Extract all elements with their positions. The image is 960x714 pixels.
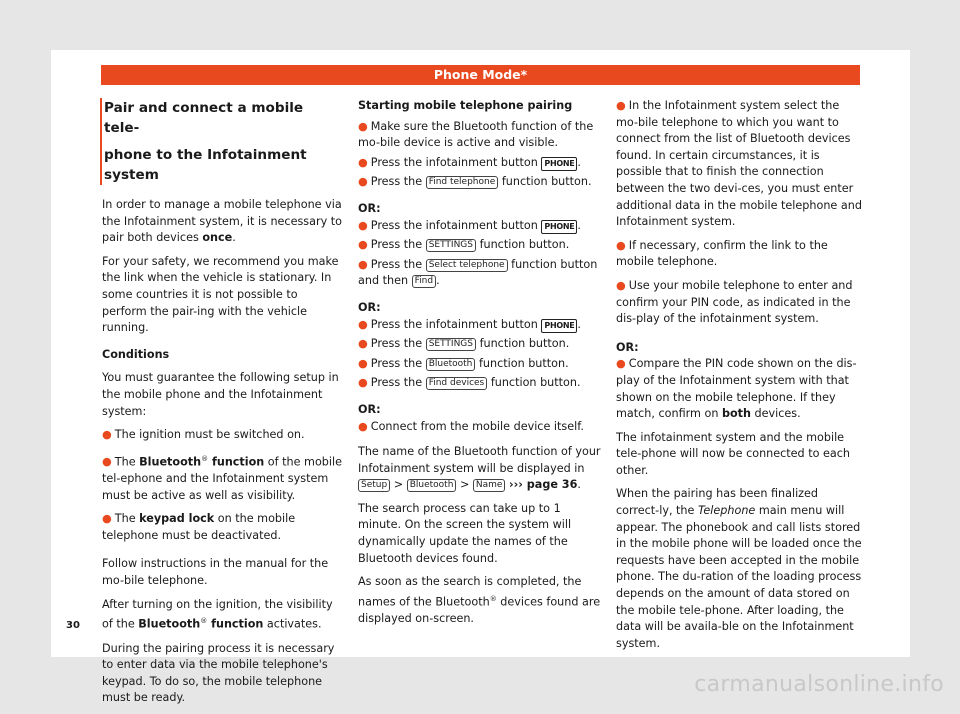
step-find-devices: ● Press the Find devices function button. bbox=[358, 376, 581, 390]
title-line-1: Pair and connect a mobile tele- bbox=[104, 100, 304, 136]
bullet-icon: ● bbox=[358, 356, 368, 370]
step-press-phone-1: ● Press the infotainment button PHONE . bbox=[358, 155, 581, 169]
bullet-icon: ● bbox=[358, 218, 368, 232]
bullet-icon: ● bbox=[358, 419, 368, 433]
or-label-4: OR: bbox=[616, 340, 639, 354]
bullet-icon: ● bbox=[358, 337, 368, 351]
column-2 bbox=[358, 98, 603, 635]
bullet-icon: ● bbox=[358, 257, 368, 271]
finalized-paragraph: When the pairing has been finalized correct-ly, the Telephone main menu will appear. The phonebook and call lists stored in the mobile phone will be loaded once the requests have been accepted in the mobile phone. The du-ration of the loading process depends on the amount of data stored on the mobile tele-phone. After loading, the data will be availa-ble on the Infotainment system. bbox=[616, 487, 862, 650]
phone-key: PHONE bbox=[541, 319, 577, 333]
page-number: 30 bbox=[66, 620, 80, 631]
step-press-phone-3: ● Press the infotainment button PHONE . bbox=[358, 317, 581, 331]
step-settings-1: ● Press the SETTINGS function button. bbox=[358, 238, 570, 252]
setup-key: Setup bbox=[358, 479, 390, 492]
conditions-heading: Conditions bbox=[102, 347, 170, 361]
step-press-phone-2: ● Press the infotainment button PHONE . bbox=[358, 218, 581, 232]
bullet-icon: ● bbox=[358, 317, 368, 331]
step-bluetooth: ● Press the Bluetooth function button. bbox=[358, 356, 569, 370]
step-select-device: ● In the Infotainment system select the mo-bile telephone to which you want to connect from the list of Bluetooth devices found. In certain circumstances, it is possible that to finish the connection between the two devi-ces, you must enter additional data in the mobile telephone and Infotainment system. bbox=[616, 99, 862, 229]
step-select-telephone: ● Press the Select telephone function button and then Find . bbox=[358, 257, 598, 288]
bullet-icon: ● bbox=[358, 376, 368, 390]
bullet-icon: ● bbox=[358, 119, 368, 133]
bullet-icon: ● bbox=[616, 238, 626, 252]
select-telephone-key: Select telephone bbox=[426, 259, 508, 272]
section-title bbox=[100, 98, 342, 185]
pairing-heading: Starting mobile telephone pairing bbox=[358, 99, 573, 112]
bullet-icon: ● bbox=[616, 357, 626, 371]
step-compare-pin: ● Compare the PIN code shown on the dis-play of the Infotainment system with that shown on the mobile telephone. If they match, confirm on both devices. bbox=[616, 357, 857, 421]
bluetooth-key: Bluetooth bbox=[407, 479, 457, 492]
manual-paragraph: Follow instructions in the manual for the mo-bile telephone. bbox=[102, 557, 329, 588]
phone-key: PHONE bbox=[541, 220, 577, 234]
condition-keypad: ● The keypad lock on the mobile telephone must be deactivated. bbox=[102, 512, 296, 542]
step-confirm-link: ● If necessary, confirm the link to the mobile telephone. bbox=[616, 238, 828, 269]
title-line-2: phone to the Infotainment system bbox=[104, 147, 307, 183]
page-reference-link[interactable]: ››› page 36 bbox=[509, 478, 578, 492]
find-key: Find bbox=[412, 275, 436, 288]
bullet-icon: ● bbox=[102, 428, 112, 442]
search-paragraph: The search process can take up to 1 minute. On the screen the system will dynamically update the names of the Bluetooth devices found. bbox=[358, 501, 572, 565]
bullet-icon: ● bbox=[102, 455, 112, 469]
step-settings-2: ● Press the SETTINGS function button. bbox=[358, 337, 570, 351]
step-bluetooth-active: ● Make sure the Bluetooth function of the mo-bile device is active and visible. bbox=[358, 119, 594, 150]
condition-ignition: ● The ignition must be switched on. bbox=[102, 428, 305, 442]
conditions-paragraph: You must guarantee the following setup in the mobile phone and the Infotainment system: bbox=[102, 371, 339, 418]
settings-key: SETTINGS bbox=[426, 338, 476, 351]
search-complete-paragraph: As soon as the search is completed, the names of the Bluetooth® devices found are displayed on-screen. bbox=[358, 575, 601, 626]
column-3 bbox=[616, 98, 864, 659]
keypad-paragraph: During the pairing process it is necessary to enter data via the mobile telephone's keypad. To do so, the mobile telephone must be ready. bbox=[102, 641, 335, 705]
step-find-telephone: ● Press the Find telephone function button. bbox=[358, 175, 592, 189]
find-telephone-key: Find telephone bbox=[426, 176, 499, 189]
or-label-3: OR: bbox=[358, 402, 381, 416]
bluetooth-key: Bluetooth bbox=[426, 358, 476, 371]
bullet-icon: ● bbox=[616, 278, 626, 292]
safety-paragraph: For your safety, we recommend you make the link when the vehicle is stationary. In some countries it is not possible to perform the pair-ing with the vehicle running. bbox=[102, 254, 339, 335]
settings-key: SETTINGS bbox=[426, 239, 476, 252]
or-label-1: OR: bbox=[358, 201, 381, 215]
bullet-icon: ● bbox=[358, 175, 368, 189]
watermark: carmanualsonline.info bbox=[694, 672, 944, 697]
name-paragraph: The name of the Bluetooth function of your Infotainment system will be displayed in Setup > Bluetooth > Name ››› page 36. bbox=[358, 445, 601, 492]
intro-paragraph: In order to manage a mobile telephone via the Infotainment system, it is necessary to pair both devices once. bbox=[102, 198, 342, 245]
section-header: Phone Mode* bbox=[101, 65, 860, 85]
connected-paragraph: The infotainment system and the mobile tele-phone will now be connected to each other. bbox=[616, 430, 850, 477]
bullet-icon: ● bbox=[358, 238, 368, 252]
bullet-icon: ● bbox=[358, 155, 368, 169]
find-devices-key: Find devices bbox=[426, 377, 488, 390]
name-key: Name bbox=[473, 479, 506, 492]
bullet-icon: ● bbox=[616, 99, 626, 112]
visibility-paragraph: After turning on the ignition, the visibility of the Bluetooth® function activates. bbox=[102, 597, 333, 631]
phone-key: PHONE bbox=[541, 157, 577, 171]
bullet-icon: ● bbox=[102, 512, 112, 526]
step-connect-device: ● Connect from the mobile device itself. bbox=[358, 419, 584, 433]
step-enter-pin: ● Use your mobile telephone to enter and confirm your PIN code, as indicated in the dis-play of the infotainment system. bbox=[616, 278, 853, 326]
condition-bluetooth: ● The Bluetooth® function of the mobile tel-ephone and the Infotainment system must be active as well as visibility. bbox=[102, 454, 343, 502]
or-label-2: OR: bbox=[358, 300, 381, 314]
column-1 bbox=[102, 98, 342, 714]
